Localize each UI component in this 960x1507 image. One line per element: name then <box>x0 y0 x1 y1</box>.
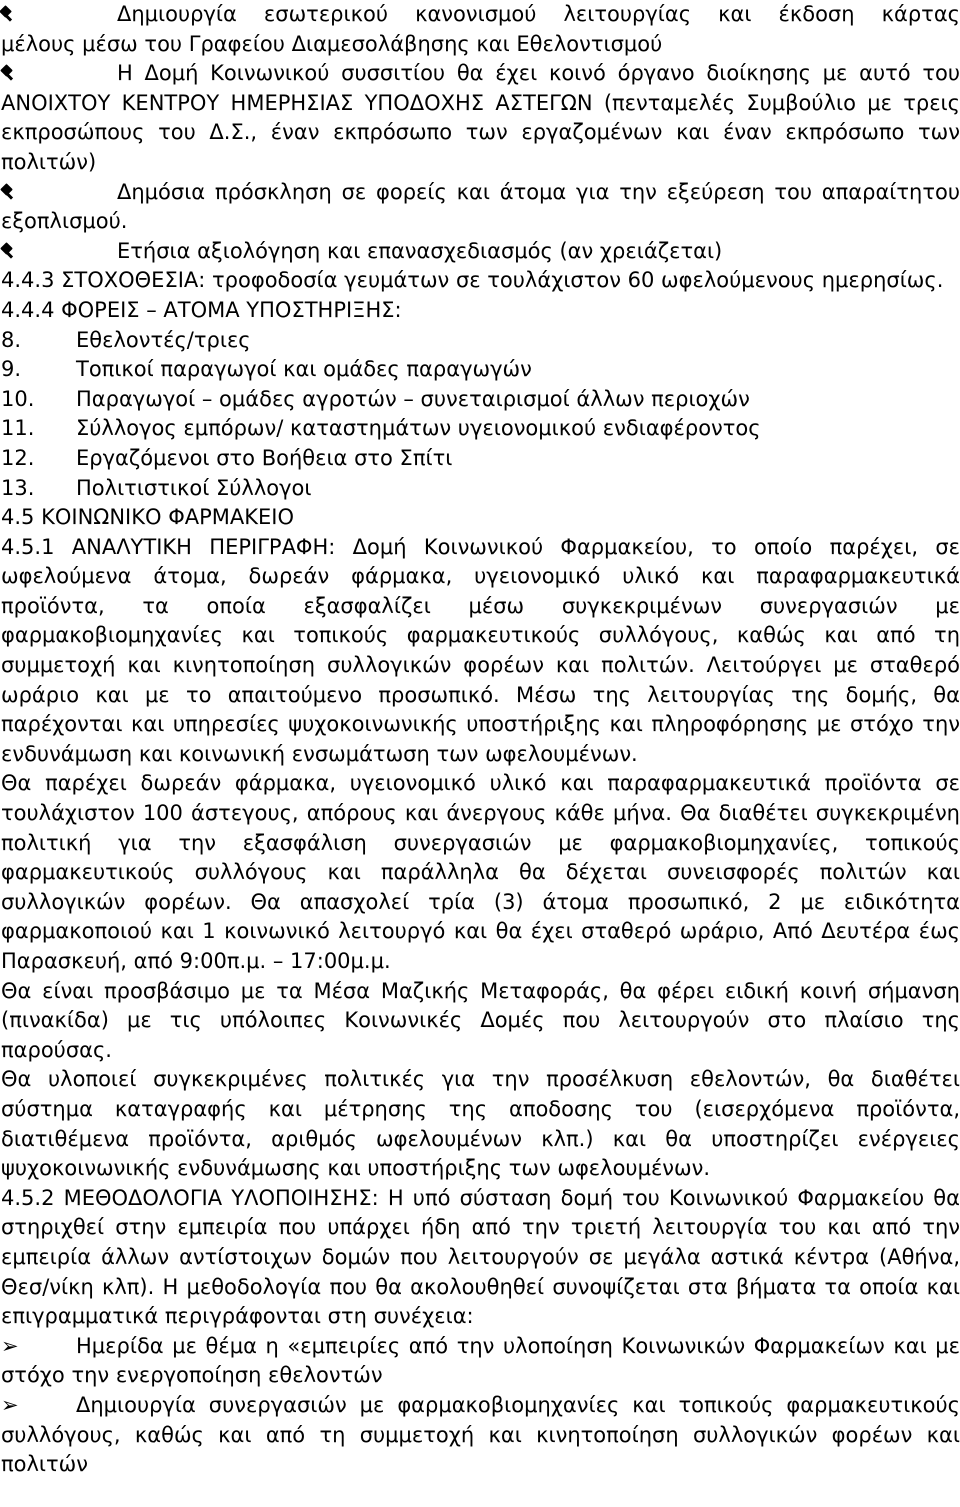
paragraph-text-line: 4.4.3 ΣΤΟΧΟΘΕΣΙΑ: τροφοδοσία γευμάτων σε τουλάχιστον 60 ωφελούμενους <box>1 268 816 293</box>
paragraph-text-line: Δημόσια πρόσκληση σε φορείς και άτομα για την εξεύρεση του <box>117 179 812 204</box>
paragraph-text-line: απαραίτητου εξοπλισμού. <box>1 179 960 234</box>
list-item <box>1 444 960 474</box>
paragraph-text-line: ημερησίως. <box>821 268 944 293</box>
pharmacy-access-paragraph: Θα είναι προσβάσιμο με τα Μέσα Μαζικής Μεταφοράς, θα φέρει ειδική κοινή σήμανση (πινακίδα) με τις υπόλοιπες Κοινωνικές Δομές που λειτουργούν στο πλαίσιο της παρούσας. <box>1 978 960 1062</box>
bullet-paragraph-public-call <box>1 178 960 237</box>
list-item <box>1 385 960 415</box>
list-item-number: 9. <box>1 357 22 382</box>
bullet-pin-icon <box>1 65 15 79</box>
support-list <box>1 326 960 504</box>
list-item-number: 10. <box>1 386 35 411</box>
list-item-text: Πολιτιστικοί Σύλλογοι <box>76 475 312 500</box>
bullet-pin-icon <box>1 243 15 257</box>
methodology-paragraph: 4.5.2 ΜΕΘΟΔΟΛΟΓΙΑ ΥΛΟΠΟΙΗΣΗΣ: Η υπό σύσταση δομή του Κοινωνικού Φαρμακείου θα στηριχθεί στην εμπειρία που υπάρχει ήδη από την τριετή λειτουργία του και από την εμπειρία άλλων αντίστοιχων δομών που λειτουργούν σε μεγάλα αστικά κέντρα (Αθήνα, Θεσ/νίκη κλπ). Η μεθοδολογία που θα ακολουθηθεί συνοψίζεται στα βήματα τα οποία και επιγραμματικά περιγράφονται στη συνέχεια: <box>1 1185 960 1329</box>
list-item <box>1 474 960 504</box>
bullet-paragraph-regulation <box>1 0 960 59</box>
paragraph-text-line: Ετήσια αξιολόγηση και επανασχεδιασμός (αν χρειάζεται) <box>117 238 723 263</box>
section-heading-support: 4.4.4 ΦΟΡΕΙΣ – ΑΤΟΜΑ ΥΠΟΣΤΗΡΙΞΗΣ: <box>1 297 402 322</box>
paragraph-text-line: Δημιουργία εσωτερικού κανονισμού λειτουργίας και έκδοση κάρτας <box>117 2 960 26</box>
bullet-pin-icon <box>1 184 15 198</box>
list-item-text: Τοπικοί παραγωγοί και ομάδες παραγωγών <box>76 357 532 382</box>
arrow-item-cooperation <box>1 1391 960 1480</box>
paragraph-text-line: του ΑΝΟΙΧΤΟΥ ΚΕΝΤΡΟΥ ΗΜΕΡΗΣΙΑΣ ΥΠΟΔΟΧΗΣ ΑΣΤΕΓΩΝ (πενταμελές <box>1 61 960 115</box>
paragraph-text <box>1 178 960 237</box>
pharmacy-services-paragraph: Θα παρέχει δωρεάν φάρμακα, υγειονομικό υλικό και παραφαρμακευτικά προϊόντα σε τουλάχιστον 100 άστεγους, απόρους και άνεργους κάθε μήνα. Θα διαθέτει συγκεκριμένη πολιτική για την εξασφάλιση συνεργασιών με φαρμακοβιομηχανίες, τοπικούς φαρμακευτικούς συλλόγους και παράλληλα θα δέχεται συνεισφορές πολιτών και συλλογικών φορέων. Θα απασχολεί τρία (3) άτομα προσωπικό, 2 με ειδικότητα φαρμακοποιού και 1 κοινωνικό λειτουργό και θα έχει σταθερό ωράριο, Από Δευτέρα έως Παρασκευή, από 9:00π.μ. – 17:00μ.μ. <box>1 771 960 973</box>
list-item-number: 11. <box>1 416 35 441</box>
list-item-number: 13. <box>1 475 35 500</box>
paragraph-text <box>1 59 960 177</box>
list-item-number: 8. <box>1 327 22 352</box>
list-item-text: Σύλλογος εμπόρων/ καταστημάτων υγειονομικού ενδιαφέροντος <box>76 416 761 441</box>
arrow-bullet-icon: ➢ <box>1 1392 19 1417</box>
pharmacy-description-paragraph: 4.5.1 ΑΝΑΛΥΤΙΚΗ ΠΕΡΙΓΡΑΦΗ: Δομή Κοινωνικού Φαρμακείου, το οποίο παρέχει, σε ωφελούμενα άτομα, δωρεάν φάρμακα, υγειονομικό υλικό και παραφαρμακευτικά προϊόντα, τα οποία εξασφαλίζει μέσω συγκεκριμένων συνεργασιών με φαρμακοβιομηχανίες και τοπικούς φαρμακευτικούς συλλόγους, καθώς και από τη συμμετοχή και κινητοποίηση συλλογικών φορέων και πολιτών. Λειτούργει με σταθερό ωράριο και με το απαιτούμενο προσωπικό. Μέσω της λειτουργίας της δομής, θα παρέχονται και υπηρεσίες ψυχοκοινωνικής υποστήριξης και πληροφόρησης με στόχο την ενδυνάμωση και κοινωνική ενσωμάτωση των ωφελουμένων. <box>1 534 960 766</box>
arrow-item-text: Ημερίδα με θέμα η «εμπειρίες από την υλοποίηση Κοινωνικών Φαρμακείων και με στόχο την ενεργοποίηση εθελοντών <box>1 1333 960 1388</box>
arrow-item-text: Δημιουργία συνεργασιών με φαρμακοβιομηχανίες και τοπικούς φαρμακευτικούς συλλόγους, καθώς και από τη συμμετοχή και κινητοποίηση συλλογικών φορέων και πολιτών <box>1 1392 960 1477</box>
list-item <box>1 355 960 385</box>
bullet-pin-icon <box>0 6 14 20</box>
list-item-text: Εθελοντές/τριες <box>76 327 251 352</box>
bullet-paragraph-governance <box>1 59 960 177</box>
list-item-text: Εργαζόμενοι στο Βοήθεια στο Σπίτι <box>76 445 453 470</box>
paragraph-text-line: Συμβούλιο με τρεις εκπροσώπους του Δ.Σ., έναν εκπρόσωπο των εργαζομένων <box>1 90 960 145</box>
bullet-paragraph-evaluation <box>1 237 960 267</box>
list-item-text: Παραγωγοί – ομάδες αγροτών – συνεταιρισμοί άλλων περιοχών <box>76 386 750 411</box>
paragraph-text-line: και έναν εκπρόσωπο των πολιτών) <box>1 120 960 174</box>
paragraph-text-line: Η Δομή Κοινωνικού συσσιτίου θα έχει κοινό όργανο διοίκησης με αυτό <box>117 61 911 86</box>
list-item <box>1 414 960 444</box>
target-paragraph <box>1 266 960 296</box>
list-item-number: 12. <box>1 445 35 470</box>
arrow-bullet-icon: ➢ <box>1 1333 19 1358</box>
arrow-item-seminar <box>1 1332 960 1391</box>
section-heading-pharmacy: 4.5 ΚΟΙΝΩΝΙΚΟ ΦΑΡΜΑΚΕΙΟ <box>1 505 295 530</box>
list-item <box>1 326 960 356</box>
pharmacy-policy-paragraph: Θα υλοποιεί συγκεκριμένες πολιτικές για την προσέλκυση εθελοντών, θα διαθέτει σύστημα καταγραφής και μέτρησης της αποδοσης του (εισερχόμενα προϊόντα, διατιθέμενα προϊόντα, αριθμός ωφελουμένων κλπ.) και θα υποστηρίζει ενέργειες ψυχοκοινωνικής ενδυνάμωσης και υποστήριξης των ωφελουμένων. <box>1 1067 960 1181</box>
paragraph-text-line: μέλους μέσω του Γραφείου Διαμεσολάβησης και Εθελοντισμού <box>1 31 663 56</box>
